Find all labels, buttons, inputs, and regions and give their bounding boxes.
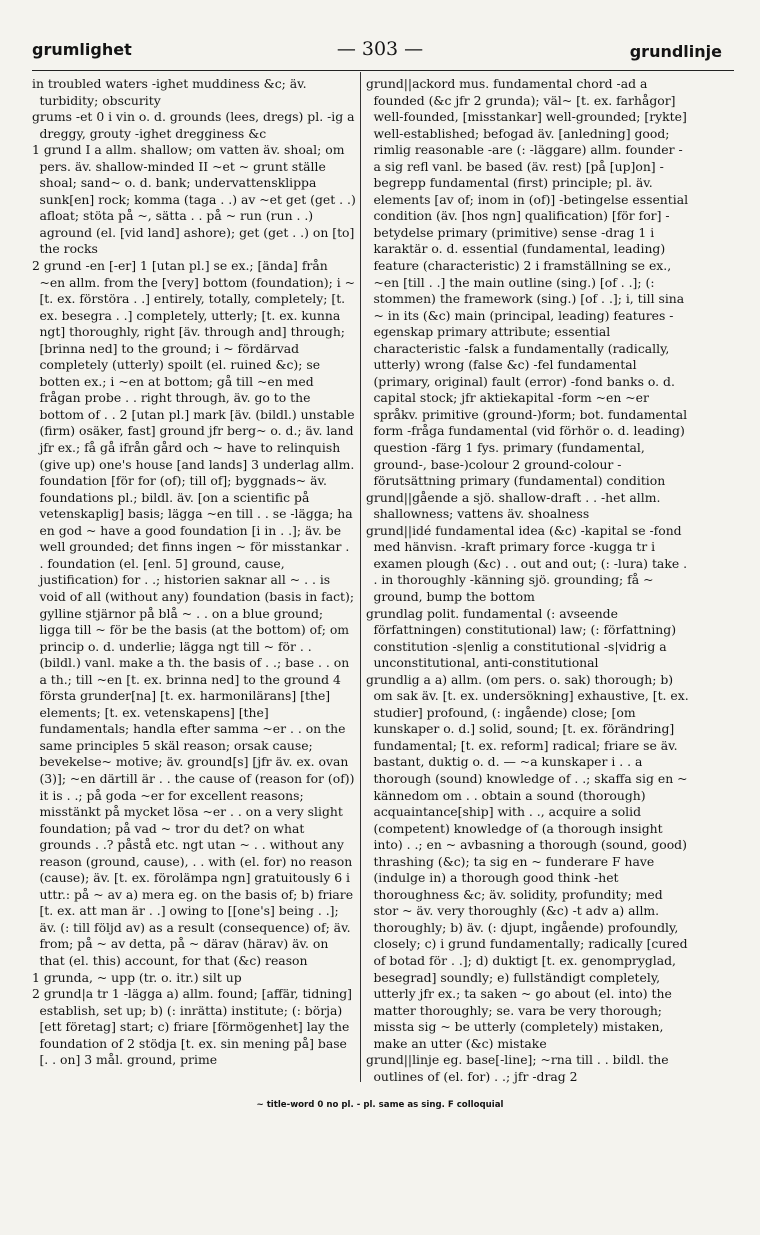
left-column: [32, 76, 356, 1069]
entry-2: grund||idé fundamental idea (&c) -kapital se -fond med hänvisn. -kraft primary force -kugga tr i examen plough (&c) . . out and out; (: -lura) take . . in thoroughly -känning sjö. grounding; få ~ ground, bump the bottom: [366, 522, 688, 604]
entry-1: grund||gående a sjö. shallow-draft . . -het allm. shallowness; vattens äv. shoalness: [366, 489, 661, 522]
entry-4: 1 grunda, ~ upp (tr. o. itr.) silt up: [32, 969, 242, 985]
entry-5: 2 grund|a tr 1 -lägga a) allm. found; [affär, tidning] establish, set up; b) (: inrätta) institute; (: börja) [ett företag] start; c) friare [förmögenhet] lay the foundation of 2 stödja [t. ex. sin mening på] base [. . on] 3 mål. ground, prime: [32, 986, 353, 1068]
entry-3: 2 grund -en [-er] 1 [utan pl.] se ex.; [ända] från ~en allm. from the [very] bottom (foundation); i ~ [t. ex. förstöra . .] entirely, totally, completely; [t. ex. besegra . .] completely, utterly; [t. ex. kunna ngt] thoroughly, right [äv. through and] through; [brinna ned] to the ground; i ~ fördärvad completely (utterly) spoilt (el. ruined &c); se botten ex.; i ~en at bottom; gå till ~en med frågan probe . . right through, äv. go to the bottom of . . 2 [utan pl.] mark [äv. (bildl.) unstable (firm) osäker, fast] ground jfr berg~ o. d.; äv. land jfr ex.; få gå ifrån gård och ~ have to relinquish (give up) one's house [and lands] 3 underlag allm. foundation [för for (of); till of]; byggnads~ äv. foundations pl.; bildl. äv. [on a scientific på vetenskaplig] basis; lägga ~en till . . se -lägga; ha en god ~ have a good foundation [i in . .]; äv. be well grounded; det finns ingen ~ för misstankar . . foundation (el. [enl. 5] ground, cause, justification) for . .; historien saknar all ~ . . is void of all (without any) foundation (basis in fact); gylline stjärnor på blå ~ . . on a blue ground; ligga till ~ för be the basis (at the bottom) of; om princip o. d. underlie; lägga ngt till ~ för . . (bildl.) vanl. make a th. the basis of . .; base . . on a th.; till ~en [t. ex. brinna ned] to the ground 4 första grunder[na] [t. ex. harmonilärans] [the] elements; [t. ex. vetenskapens] [the] fundamentals; handla efter samma ~er . . on the same principles 5 skäl reason; orsak cause; bevekelse~ motive; äv. ground[s] [jfr äv. ex. ovan (3)]; ~en därtill är . . the cause of (reason for (of)) it is . .; på goda ~er for excellent reasons; misstänkt på mycket lösa ~er . . on a very slight foundation; på vad ~ tror du det? on what grounds . .? påstå etc. ngt utan ~ . . without any reason (ground, cause), . . with (el. for) no reason (cause); äv. [t. ex. förolämpa ngn] gratuitously 6 i uttr.: på ~ av a) mera eg. on the basis of; b) friare [t. ex. att man är . .] owing to [[one's] being . .]; äv. (: till följd av) as a result (consequence) of; äv. from; på ~ av detta, på ~ därav (härav) äv. on that (el. this) account, for that (&c) reason: [32, 258, 356, 968]
left-guide-word: grumlighet: [32, 40, 132, 59]
entry-2: 1 grund I a allm. shallow; om vatten äv. shoal; om pers. äv. shallow-minded II ~et ~ grunt ställe shoal; sand~ o. d. bank; undervattensklippa sunk[en] rock; komma (taga . .) av ~et get (get . .) afloat; stöta på ~, sätta . . på ~ run (run . .) aground (el. [vid land] ashore); get (get . .) on [to] the rocks: [32, 142, 356, 257]
entry-3: grundlag polit. fundamental (: avseende författningen) constitutional) law; (: författning) constitution -s|enlig a constitutional -s|vidrig a unconstitutional, anti-constitutional: [366, 605, 677, 671]
right-column: [366, 76, 690, 1085]
entry-5: grund||linje eg. base[-line]; ~rna till . . bildl. the outlines of (el. for) . .; jfr -drag 2: [366, 1052, 669, 1084]
entry-1: grums -et 0 i vin o. d. grounds (lees, dregs) pl. -ig a dreggy, grouty -ighet dregginess &c: [32, 109, 355, 141]
entry-0: in troubled waters -ighet muddiness &c; äv. turbidity; obscurity: [32, 76, 307, 108]
header-rule: [32, 70, 734, 71]
column-divider: [360, 72, 361, 1082]
page-header: [32, 38, 728, 64]
entry-0: grund||ackord mus. fundamental chord -ad a founded (&c jfr 2 grunda); väl~ [t. ex. farhågor] well-founded, [misstankar] well-grounded; [rykte] well-established; befogad äv. [anledning] good; rimlig reasonable -are (: -läggare) allm. founder -a sig refl vanl. be based (äv. rest) [på [up]on] -begrepp fundamental (first) principle; pl. äv. elements [av of; inom in (of)] -betingelse essential condition (äv. [hos ngn] qualification) [för for] -betydelse primary (primitive) sense -drag 1 i karaktär o. d. essential (fundamental, leading) feature (characteristic) 2 i framställning se ex., ~en [till . .] the main outline (sing.) [of . .]; (: stommen) the framework (sing.) [of . .]; i, till sina ~ in its (&c) main (principal, leading) features -egenskap primary attribute; essential characteristic -falsk a fundamentally (radically, utterly) wrong (false &c) -fel fundamental (primary, original) fault (error) -fond banks o. d. capital stock; jfr aktiekapital -form ~en ~er språkv. primitive (ground-)form; bot. fundamental form -fråga fundamental (vid förhör o. d. leading) question -färg 1 fys. primary (fundamental, ground-, base-)colour 2 ground-colour -förutsättning primary (fundamental) condition: [366, 76, 689, 489]
abbreviation-legend: ~ title-word 0 no pl. - pl. same as sing. F colloquial: [256, 1100, 504, 1110]
right-guide-word: grundlinje: [629, 42, 722, 61]
entry-4: grundlig a a) allm. (om pers. o. sak) thorough; b) om sak äv. [t. ex. undersökning] exhaustive, [t. ex. studier] profound, (: ingående) close; [om kunskaper o. d.] solid, sound; [t. ex. förändring] fundamental; [t. ex. reform] radical; friare se äv. bastant, duktig o. d. — ~a kunskaper i . . a thorough (sound) knowledge of . .; skaffa sig en ~ kännedom om . . obtain a sound (thorough) acquaintance[ship] with . ., acquire a solid (competent) knowledge of (a thorough insight into) . .; en ~ avbasning a thorough (sound, good) thrashing (&c); ta sig en ~ funderare F have (indulge in) a thorough good think -het thoroughness &c; äv. solidity, profundity; med stor ~ äv. very thoroughly (&c) -t adv a) allm. thoroughly; b) äv. (: djupt, ingående) profoundly, closely; c) i grund fundamentally; radically [cured of botad för . .]; d) duktigt [t. ex. genompryglad, besegrad] soundly; e) fullständigt completely, utterly jfr ex.; ta saken ~ go about (el. into) the matter thoroughly; se. vara be very thorough; missta sig ~ be utterly (completely) mistaken, make an utter (&c) mistake: [366, 671, 689, 1051]
page-number: — 303 —: [336, 38, 424, 60]
